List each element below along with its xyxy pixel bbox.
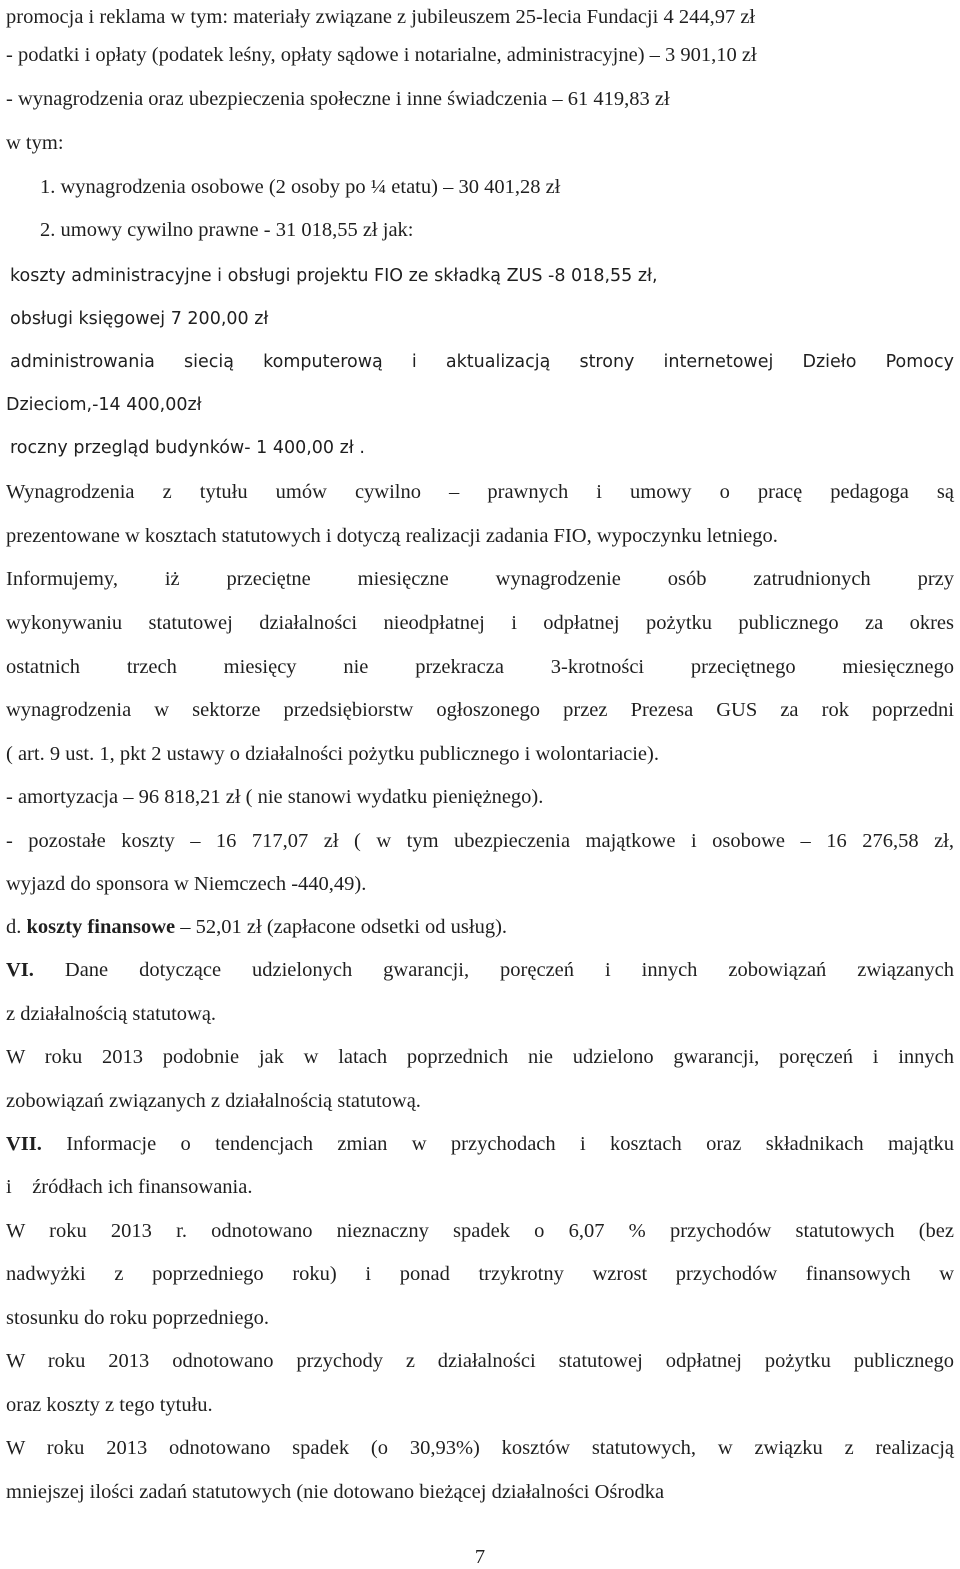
text-line: mniejszej ilości zadań statutowych (nie dotowano bieżącej działalności Ośrodka bbox=[6, 1481, 665, 1503]
text-line: z działalnością statutową. bbox=[6, 1003, 217, 1025]
text-line: w tym: bbox=[6, 132, 64, 154]
text-line: W roku 2013 odnotowano przychody z działalności statutowej odpłatnej pożytku publicznego bbox=[6, 1350, 954, 1372]
text-line: ( art. 9 ust. 1, pkt 2 ustawy o działalności pożytku publicznego i wolontariacie). bbox=[6, 743, 659, 765]
text-line: Wynagrodzenia z tytułu umów cywilno – prawnych i umowy o pracę pedagoga są bbox=[6, 481, 954, 503]
text-line: oraz koszty z tego tytułu. bbox=[6, 1394, 213, 1416]
text-line: wykonywaniu statutowej działalności nieodpłatnej i odpłatnej pożytku publicznego za okres bbox=[6, 612, 954, 634]
finance-costs-label: koszty finansowe bbox=[26, 916, 176, 938]
section-number: VII. bbox=[6, 1133, 42, 1155]
text-line: Dzieciom,-14 400,00zł bbox=[6, 395, 202, 415]
text-line: obsługi księgowej 7 200,00 zł bbox=[10, 309, 269, 329]
text-line: administrowania siecią komputerową i aktualizacją strony internetowej Dzieło Pomocy bbox=[10, 352, 954, 372]
text-line: wynagrodzenia w sektorze przedsiębiorstw ogłoszonego przez Prezesa GUS za rok poprzedni bbox=[6, 699, 954, 721]
section-heading-line bbox=[6, 1132, 954, 1156]
text-line: koszty administracyjne i obsługi projektu FIO ze składką ZUS -8 018,55 zł, bbox=[10, 266, 658, 286]
text-line: - pozostałe koszty – 16 717,07 zł ( w tym ubezpieczenia majątkowe i osobowe – 16 276,58 zł, bbox=[6, 830, 954, 852]
text-line: prezentowane w kosztach statutowych i dotyczą realizacji zadania FIO, wypoczynku letniego. bbox=[6, 525, 778, 547]
text-line: W roku 2013 podobnie jak w latach poprzednich nie udzielono gwarancji, poręczeń i innych bbox=[6, 1046, 954, 1068]
section-heading-line bbox=[6, 958, 954, 982]
text-line: ostatnich trzech miesięcy nie przekracza 3-krotności przeciętnego miesięcznego bbox=[6, 656, 954, 678]
text-line: zobowiązań związanych z działalnością statutową. bbox=[6, 1090, 421, 1112]
text-line: stosunku do roku poprzedniego. bbox=[6, 1307, 270, 1329]
section-number: VI. bbox=[6, 959, 34, 981]
section-title: Dane dotyczące udzielonych gwarancji, poręczeń i innych zobowiązań związanych bbox=[64, 959, 954, 981]
text-line: - podatki i opłaty (podatek leśny, opłaty sądowe i notarialne, administracyjne) – 3 901,10 zł bbox=[6, 44, 757, 66]
text-line: Informujemy, iż przeciętne miesięczne wynagrodzenie osób zatrudnionych przy bbox=[6, 568, 954, 590]
text-line: - amortyzacja – 96 818,21 zł ( nie stanowi wydatku pieniężnego). bbox=[6, 786, 544, 808]
finance-costs-line bbox=[6, 915, 954, 939]
list-marker: d. bbox=[6, 916, 22, 938]
list-item: 1. wynagrodzenia osobowe (2 osoby po ¼ etatu) – 30 401,28 zł bbox=[40, 176, 561, 198]
text-line: promocja i reklama w tym: materiały związane z jubileuszem 25-lecia Fundacji 4 244,97 zł bbox=[6, 6, 756, 28]
section-title: Informacje o tendencjach zmian w przychodach i kosztach oraz składnikach majątku bbox=[66, 1133, 955, 1155]
text-line: - wynagrodzenia oraz ubezpieczenia społeczne i inne świadczenia – 61 419,83 zł bbox=[6, 88, 670, 110]
text-line: i źródłach ich finansowania. bbox=[6, 1176, 253, 1198]
list-item: 2. umowy cywilno prawne - 31 018,55 zł jak: bbox=[40, 219, 414, 241]
text-line: wyjazd do sponsora w Niemczech -440,49). bbox=[6, 873, 367, 895]
finance-costs-note: (zapłacone odsetki od usług). bbox=[266, 916, 508, 938]
text-line: nadwyżki z poprzedniego roku) i ponad trzykrotny wzrost przychodów finansowych w bbox=[6, 1263, 954, 1285]
text-line: W roku 2013 r. odnotowano nieznaczny spadek o 6,07 % przychodów statutowych (bez bbox=[6, 1220, 954, 1242]
text-line: W roku 2013 odnotowano spadek (o 30,93%) kosztów statutowych, w związku z realizacją bbox=[6, 1437, 954, 1459]
text-line: roczny przegląd budynków- 1 400,00 zł . bbox=[10, 438, 365, 458]
page-number: 7 bbox=[474, 1546, 486, 1568]
finance-costs-amount: – 52,01 zł bbox=[180, 916, 262, 938]
